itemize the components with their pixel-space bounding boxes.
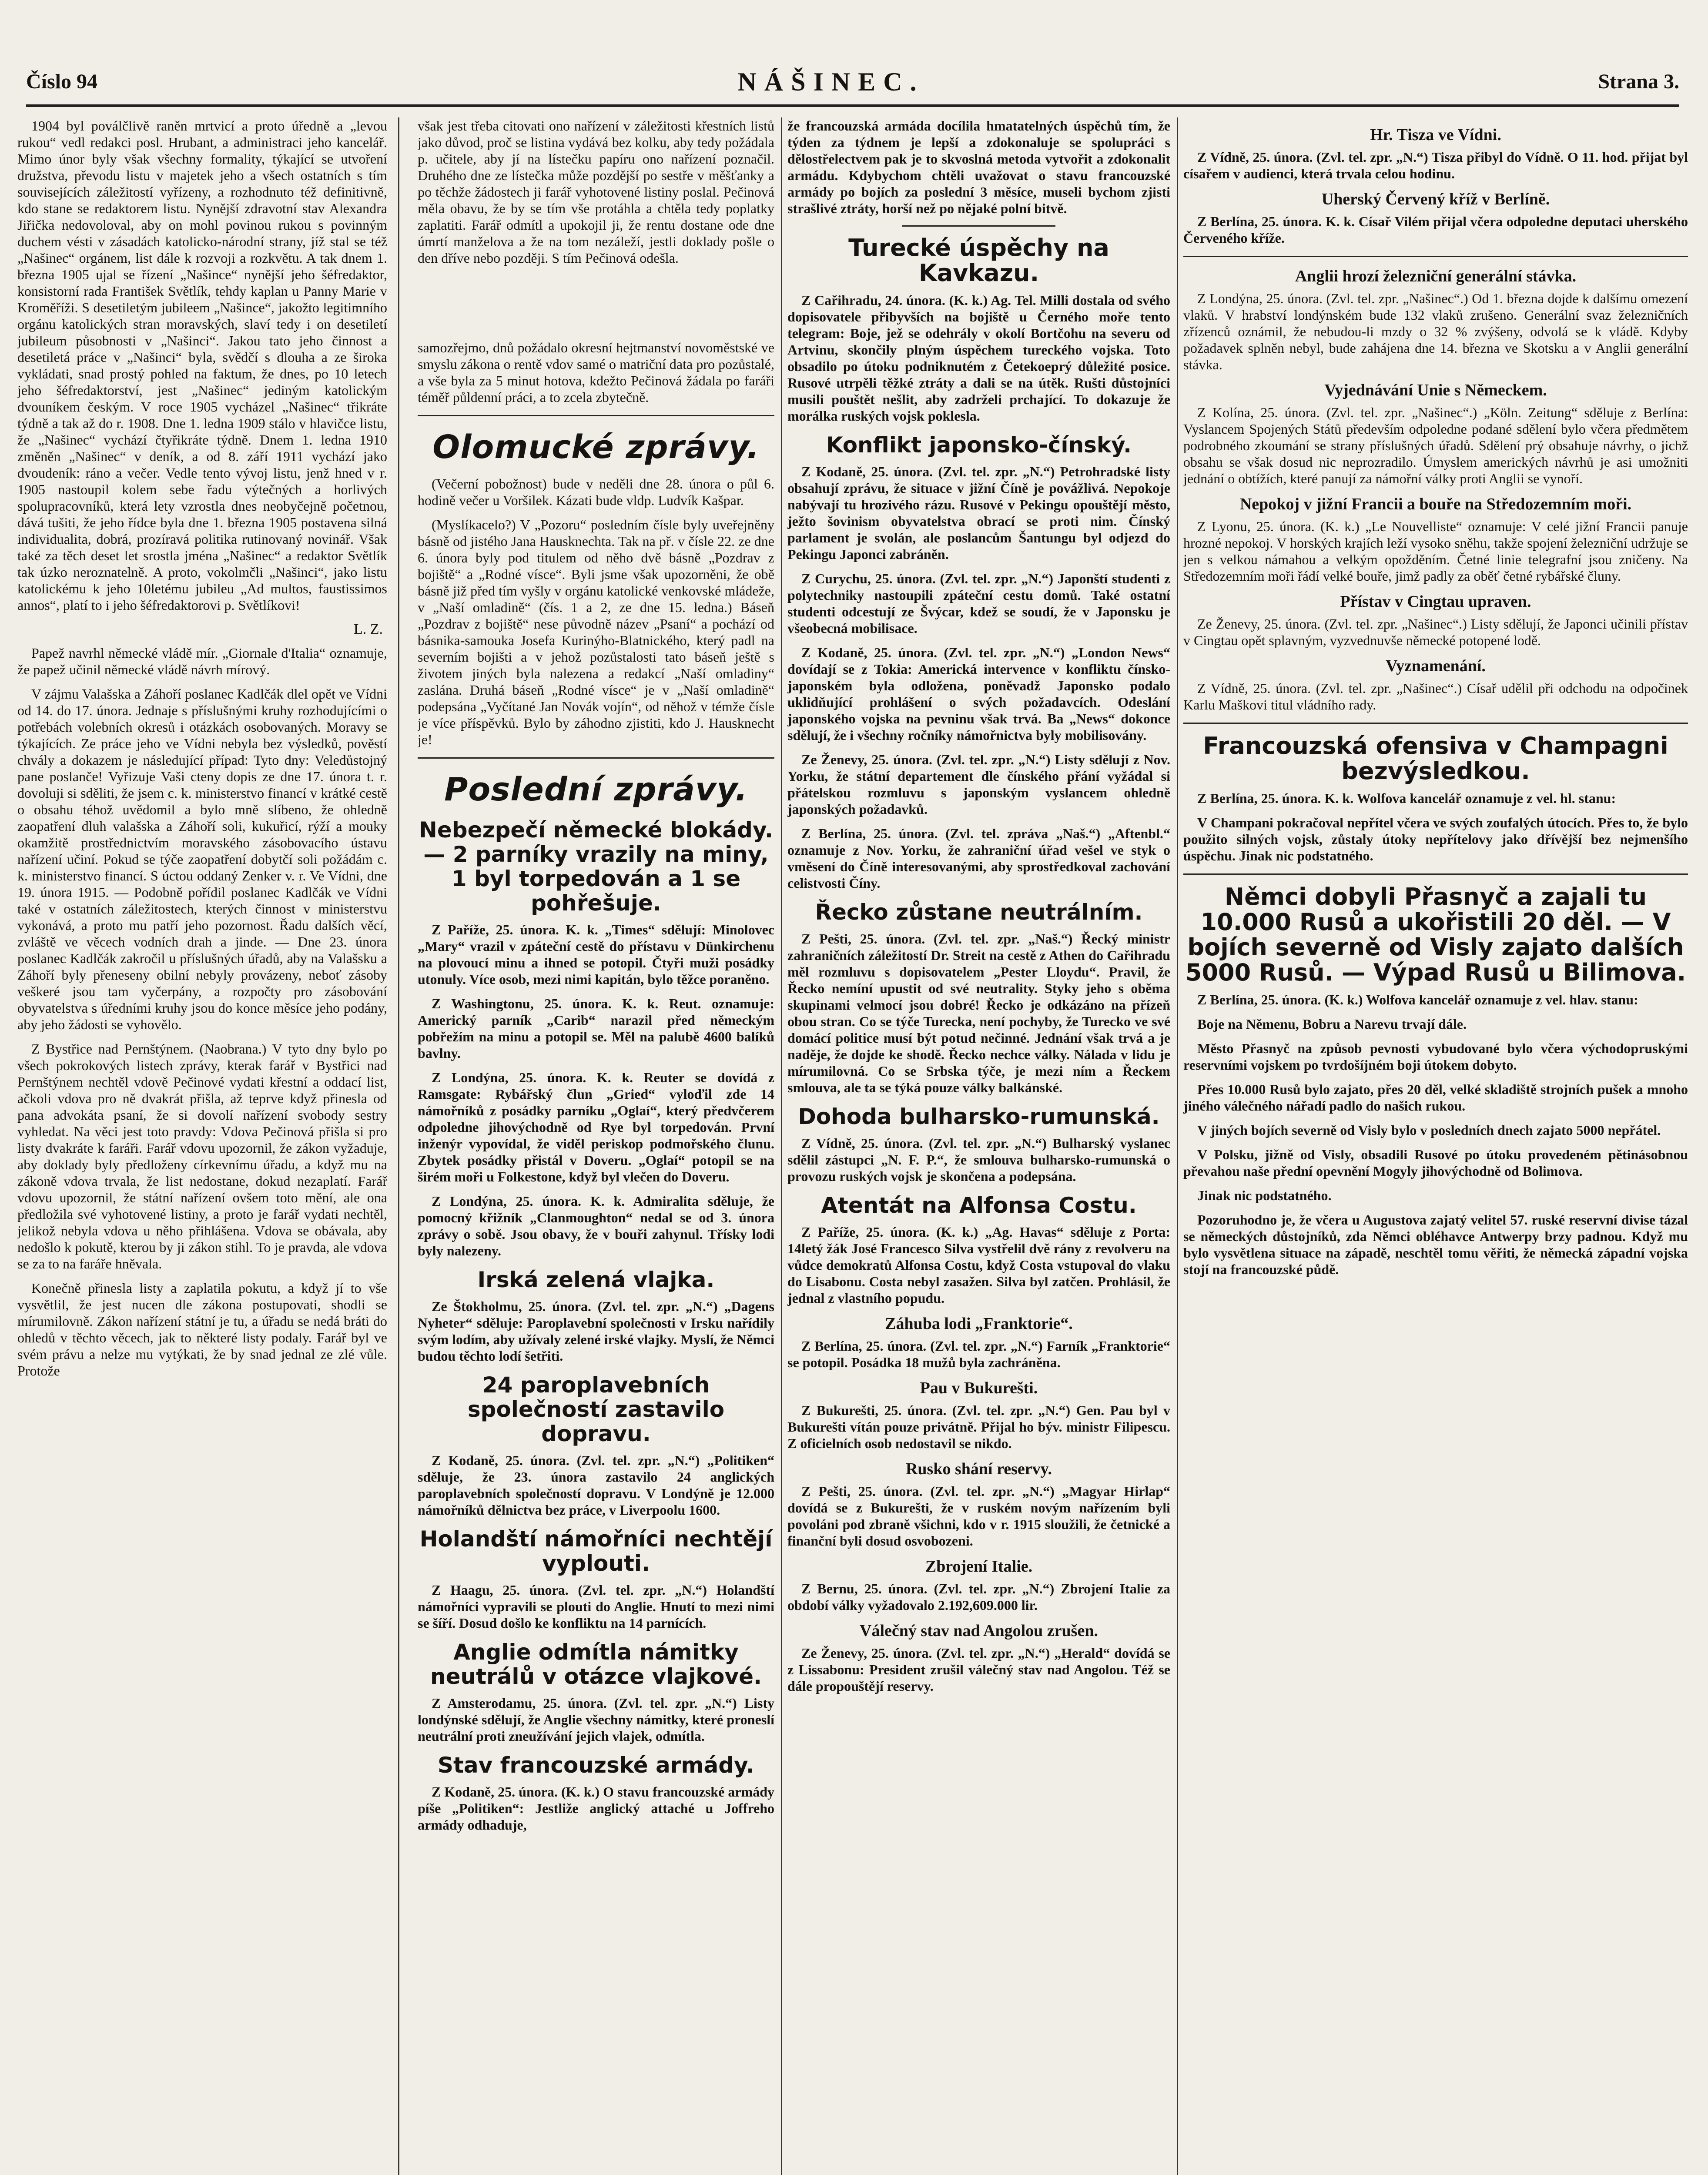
headline-tisza: Hr. Tisza ve Vídni. bbox=[1370, 126, 1501, 144]
article-przasnysz-4: V jiných bojích severně od Visly bylo v posledních dnech zajato 5000 nepřátel. bbox=[1197, 1122, 1661, 1138]
article-champagne: V Champani pokračoval nepřítel včera ve svých zoufalých útocích. Přes to, že bylo použito silných vojsk, zůstaly útoky nepřítelovy jako dřívější bez nejmenšího úspěchu. Jinak nic podstatného. bbox=[1183, 815, 1688, 863]
article-vienna-bulgaria: Z Vídně, 25. února. (Zvl. tel. zpr. „N.“) Bulharský vyslanec sdělil zástupci „N. F. P.“, že smlouva bulharsko-rumunská o provozu ruských vojsk je skončena a podepsána. bbox=[787, 1135, 1170, 1184]
article-copenhagen-china: Z Kodaně, 25. února. (Zvl. tel. zpr. „N.“) Petrohradské listy obsahují zprávu, že situace v jižní Číně je povážlivá. Nepokoje nabývají tu hrozivého rázu. Rusové v Pekingu opouštějí město, ježto šovinism obyvatelstva obrací se proti nim. Čínský parlament je svolán, ale poslancům Šantungu byl odjezd do Pekingu Japonci zabráněn. bbox=[787, 464, 1170, 562]
article-przasnysz-3: Přes 10.000 Rusů bylo zajato, přes 20 děl, velké skladiště strojních pušek a mnoho jiného válečného nářadí padlo do našich rukou. bbox=[1183, 1081, 1688, 1114]
article-paris-mine: Z Paříže, 25. února. K. k. „Times“ sdělují: Minolovec „Mary“ vrazil v zpáteční cestě do přístavu v Dünkirchenu na plovoucí minu a ihned se potopil. Čtyři muži posádky utonuly. Více osob, mezi nimi kapitán, bylo těžce poraněno. bbox=[418, 922, 774, 987]
article-pope: Papež navrhl německé vládě mír. „Giornale d'Italia“ oznamuje, že papež učinil německé vládě návrh mírový. bbox=[17, 645, 387, 677]
article-cologne: Z Kolína, 25. února. (Zvl. tel. zpr. „Našinec“.) „Köln. Zeitung“ sděluje z Berlína: Vyslancem Spojených Států především odpoledne podané sdělení bylo včera předmětem podrobného zkoumání se strany příslušných úřadů. Sdělení prý obsahuje návrhy, o jichž obsahu se však dosud nic neprozradilo. Úmyslem amerických návrhů je asi umožniti jednání o obtížích, které panují za námořní války proti Anglii se vynoří. bbox=[1183, 405, 1688, 486]
headline-irish-flag: Irská zelená vlajka. bbox=[477, 1267, 715, 1292]
divider bbox=[418, 757, 774, 759]
headline-bulgaria-romania: Dohoda bulharsko-rumunská. bbox=[798, 1104, 1160, 1129]
article-przasnysz-2: Město Přasnyč na způsob pevnosti vybudované bylo včera východopruskými reservními vojskem po tvrdošíjném boji útokem dobyto. bbox=[1183, 1041, 1688, 1073]
headline-italy-arms: Zbrojení Italie. bbox=[925, 1557, 1033, 1576]
article-copenhagen-politiken: Z Kodaně, 25. února. (Zvl. tel. zpr. „N.“) „Politiken“ sděluje, že 23. února zastavilo 24 anglických paroplavebních společností dopravu. V Londýně je 12.000 námořníků dělnictva bez práce, v Liverpoolu 1600. bbox=[418, 1452, 774, 1518]
headline-greece: Řecko zůstane neutrálním. bbox=[815, 900, 1143, 925]
headline-franktorie: Záhuba lodi „Franktorie“. bbox=[885, 1315, 1073, 1333]
column-rule bbox=[398, 117, 399, 2175]
headline-tsingtao: Přístav v Cingtau upraven. bbox=[1340, 592, 1531, 611]
article-berlin-franktorie: Z Berlína, 25. února. (Zvl. tel. zpr. „N.“) Farník „Franktorie“ se potopil. Posádka 18 mužů byla zachráněna. bbox=[787, 1338, 1170, 1370]
article-valassko: V zájmu Valašska a Záhoří poslanec Kadlčák dlel opět ve Vídni od 14. do 17. února. Jednaje s příslušnými kruhy rozhodujícími o potřebách volebních okresů i otázkách osobovaných. Moravy se týkajících. Ze práce jeho ve Vídni nebyla bez výsledků, pověstí chvály a dokazem je následující případ: Tyto dny: Veledůstojný pane poslanče! Vyřizuje Vaši cteny dopis ze dne 17. února t. r. dovoluji si sděliti, že jsem c. k. ministerstvo financí v krátké cestě o obsahu téhož uvědomil a bylo mně slíbeno, že ohledně zaopatření dluh valašska a Záhoří soli, kukuřicí, rýží a mouky okamžitě prostřednictvím moravského zásobovacího ústavu nařízení učiní. Pokud se týče zaopatření dobytčí soli požádám c. k. ministerstvo financí. S úctou oddaný Zenker v. r. Ve Vídni, dne 19. února 1915. — Podobně pořídil poslanec Kadlčák ve Vídni také v ostatních záležitostech, kterých činnost v ministerstvu vykonává, a proto mu patří jeho pozornost. Řadu dalších věcí, zvláště ve věcech vodních drah a jinde. — Dne 23. února poslanec Kadlčák zakročil u příslušných úřadů, aby na Valašsku a Záhoří byly přeneseny obilní nebyly provázeny, neboť zásoby veškeré jsou tam vyčerpány, a rozpočty pro zásobování obyvatelstva s úředními kruhy jsou do konce měsíce jeho podány, aby jeho žádosti se vyhovělo. bbox=[17, 686, 387, 1032]
article-bystrice-cont: Konečně přinesla listy a zaplatila pokutu, a když jí to vše vysvětlil, že jest nucen dle zákona postupovati, shodli se mírumilovně. Zákon nařízení státní je tu, a úřadu se nedá bráti do ohledů v těchto věcech, jak to některé listy podaly. Farář byl ve svém právu a nelze mu vytýkati, že by snad jednal ze zlé vůle. Protože bbox=[17, 1280, 387, 1379]
article-bern-italy: Z Bernu, 25. února. (Zvl. tel. zpr. „N.“) Zbrojení Italie za období války vyžadovalo 2.192,609.000 lir. bbox=[787, 1581, 1170, 1613]
article-french-army: Z Kodaně, 25. února. (K. k.) O stavu francouzské armády píše „Politiken“: Jestliže anglický attaché u Joffreho armády odhaduje, bbox=[418, 1784, 774, 1833]
article-vienna-tisza: Z Vídně, 25. února. (Zvl. tel. zpr. „N.“) Tisza přibyl do Vídně. O 11. hod. přijat byl císařem v audienci, která trvala celou hodinu. bbox=[1183, 149, 1688, 181]
article-przasnysz-1: Boje na Němenu, Bobru a Narevu trvají dále. bbox=[1197, 1016, 1467, 1032]
headline-french-army: Stav francouzské armády. bbox=[437, 1753, 755, 1778]
article-bystrice: Z Bystřice nad Pernštýnem. (Naobrana.) V tyto dny bylo po všech pokrokových listech zprávy, kterak farář v Bystřici nad Pernštýnem nechtěl vdově Pečinové vydati křestní a oddací list, ačkoli vdova pro ně dvakrát přišla, až teprve když přinesla od pana advokáta psaní, že si dovolí nařízení svobody sestry vyhledat. Na věci jest toto pravdy: Vdova Pečinová přišla si pro listy dvakráte k faráři. Farář vdovu upozornil, že zákon vyžaduje, aby doklady byly předloženy církevnímu úřadu, a když mu na zákoně vdova trvala, že list nedostane, dokud nezaplatí. Farář vdovu upozornil, že státní nařízení ovšem toto mění, ale ona předložila své vyhotovené listiny, a proto je farář vydati nechtěl, jelikož nebyla vdova u něho přihlášena. Vdova se obávala, aby nedošlo k pokutě, kterou by ji zákon stihl. To je pravda, ale vdova se za to na faráře hněvala. bbox=[17, 1041, 387, 1272]
column-3 bbox=[787, 117, 1170, 2175]
article-london-admiralty: Z Londýna, 25. února. K. k. Admiralita sděluje, že pomocný křižník „Clanmoughton“ nedal se od 3. února zprávy o sobě. Jsou obavy, že v bouři zahynul. Třísky lodi byly nalezeny. bbox=[418, 1193, 774, 1258]
headline-japan-china: Konflikt japonsko-čínský. bbox=[826, 432, 1132, 458]
article-geneva-ny: Ze Ženevy, 25. února. (Zvl. tel. zpr. „N.“) Listy sdělují z Nov. Yorku, že státní departement dle čínského přání vyžádal si přátelskou rozmluvu s japonským vyslancem ohledně japonských požadavků. bbox=[787, 752, 1170, 817]
divider bbox=[902, 225, 1055, 227]
newspaper-title: NÁŠINEC. bbox=[737, 67, 924, 96]
headline-rail-strike: Anglii hrozí železniční generální stávka. bbox=[1295, 267, 1577, 285]
article-berlin-aftenbl: Z Berlína, 25. února. (Zvl. tel. zpráva „Naš.“) „Aftenbl.“ oznamuje z Nov. Yorku, že zahraniční úřad vešel ve styk o vměsení do Číně interesovanými, aby sprostředkoval zachování celistvosti Číny. bbox=[787, 826, 1170, 891]
article-amsterdam: Z Amsterodamu, 25. února. (Zvl. tel. zpr. „N.“) Listy londýnské sdělují, že Anglie všechny námitky, které proneslí neutrální proti zneužívání jejich vlajek, odmítla. bbox=[418, 1695, 774, 1744]
article-bystrice-end: však jest třeba citovati ono nařízení v záležitosti křestních listů jako důvod, proč se listina vydává bez kolku, aby tedy požádala p. učitele, aby jí na lístečku papíru ono nařízení poznačil. Druhého dne ze lístečka může pozdější po sestře v měšťanky a po těchže žádostech ji farář vyhotovené listiny poslal. Pečinová měla obavu, že by se tím vše protáhla a chtěla tedy poplatky zaplatiti. Farář odmítl a upokojil ji, že rentu dostane ode dne úmrtí manželova a že na tom nezáleží, jestli doklady pošle o den dříve nebo později. S tím Pečinová odešla. bbox=[418, 118, 774, 266]
article-vecerni-pobožnost: (Večerní pobožnost) bude v neděli dne 28. února o půl 6. hodině večer u Voršilek. Kázati bude vldp. Ludvík Kašpar. bbox=[418, 476, 774, 508]
headline-blockade: Nebezpečí německé blokády. — 2 parníky vrazily na miny, 1 byl torpedován a 1 se pohřešuje. bbox=[419, 817, 773, 916]
headline-24-companies: 24 paroplavebních společností zastavilo dopravu. bbox=[467, 1372, 725, 1446]
headline-angola: Válečný stav nad Angolou zrušen. bbox=[860, 1622, 1098, 1640]
headline-union-germany: Vyjednávání Unie s Německem. bbox=[1324, 381, 1547, 399]
article-washington: Z Washingtonu, 25. února. K. k. Reut. oznamuje: Americký parník „Carib“ narazil před německým pobřežím na minu a potopil se. Měl na palubě 4600 balíků bavlny. bbox=[418, 996, 774, 1061]
article-zurich: Z Curychu, 25. února. (Zvl. tel. zpr. „N.“) Japonští studenti z polytechniky nastoupili zpáteční cestu domů. Také ostatní studenti odcestují ze Švýcar, kdež se soudí, že v Japonsku je všeobecná mobilisace. bbox=[787, 571, 1170, 636]
article-french-army-cont: že francouzská armáda docílila hmatatelných úspěchů tím, že týden za týdnem je lepší a zdokonaluje se spolupráci s dělostřelectvem pak je to skvoslná metoda vytvořit a zdokonalit armádu. Kdybychom chtěli uvažovat o stavu francouzské armády po bojích za poslední 3 měsíce, museli bychom zjisti strašlivé ztráty, horší než po nějaké polní bitvě. bbox=[787, 118, 1170, 216]
article-vienna-honours: Z Vídně, 25. února. (Zvl. tel. zpr. „Našinec“.) Císař udělil při odchodu na odpočinek Karlu Maškovi titul vládního rady. bbox=[1183, 680, 1688, 713]
column-4 bbox=[1183, 117, 1688, 2175]
masthead bbox=[26, 67, 1679, 107]
headline-honours: Vyznamenání. bbox=[1386, 657, 1486, 675]
divider bbox=[1183, 873, 1688, 875]
article-signature: L. Z. bbox=[353, 621, 383, 637]
headline-champagne: Francouzská ofensiva v Champagni bezvýsledkou. bbox=[1203, 732, 1668, 785]
divider bbox=[418, 415, 774, 416]
page-number: Strana 3. bbox=[1598, 70, 1679, 93]
article-geneva-tsingtao: Ze Ženevy, 25. února. (Zvl. tel. zpr. „Našinec“.) Listy sdělují, že Japonci učinili přístav v Cingtau opět splavným, vyzvednuvše německé potopené lodě. bbox=[1183, 616, 1688, 648]
headline-dutch-sailors: Holandští námořníci nechtějí vyplouti. bbox=[419, 1526, 773, 1576]
article-berlin-red-cross: Z Berlína, 25. února. K. k. Císař Vilém přijal včera odpoledne deputaci uherského Červeného kříže. bbox=[1183, 214, 1688, 246]
issue-number: Číslo 94 bbox=[26, 70, 98, 93]
article-przasnysz-6: Jinak nic podstatného. bbox=[1197, 1188, 1332, 1203]
article-stockholm: Ze Štokholmu, 25. února. (Zvl. tel. zpr. „N.“) „Dagens Nyheter“ sděluje: Paroplavební společnosti v Irsku nařídily svým lodím, aby užívaly zelené irské vlajky. Myslí, že Němci budou těchto lodí šetřiti. bbox=[418, 1298, 774, 1364]
article-berlin-champagne-lead: Z Berlína, 25. února. K. k. Wolfova kancelář oznamuje z vel. hl. stanu: bbox=[1197, 790, 1616, 806]
section-olomoucke-zpravy: Olomucké zprávy. bbox=[432, 428, 760, 466]
headline-pau: Pau v Bukurešti. bbox=[920, 1379, 1038, 1397]
article-bucharest-pau: Z Bukurešti, 25. února. (Zvl. tel. zpr. „N.“) Gen. Pau byl v Bukurešti vítán pouze privátně. Přijal ho býv. ministr Filipescu. Z oficielních osob nedostavil se nikdo. bbox=[787, 1402, 1170, 1451]
article-london-oglai: Z Londýna, 25. února. K. k. Reuter se dovídá z Ramsgate: Rybářský člun „Gried“ vyloďil zde 14 námořníků z posádky parníku „Oglaí“, který předvčerem odpoledne jihovýchodně od Rye byl torpedován. První inženýr vypovídal, že viděl periskop podmořského člunu. Zbytek posádky přistál v Doveru. „Oglaí“ potopil se na širém moři u Folkestone, když byl vlečen do Doveru. bbox=[418, 1070, 774, 1185]
headline-costa: Atentát na Alfonsa Costu. bbox=[821, 1193, 1137, 1218]
article-constantinople: Z Cařihradu, 24. února. (K. k.) Ag. Tel. Milli dostala od svého dopisovatele přibyvších na bojiště u Černého moře tento telegram: Boje, jež se odehrály v okolí Bortčohu na severu od Artvinu, skončily plným úspěchem tureckého vojska. Toto obsadilo po útoku podniknutém z Četekoeprý důležité posice. Rusové utrpěli těžké ztráty a dali se na útěk. Rušti důstojníci musili pouštět nešlit, aby zadrželi prchající. To dokazuje že morálka ruských vojsk poklesla. bbox=[787, 292, 1170, 424]
article-berlin-przasnysz-lead: Z Berlína, 25. února. (K. k.) Wolfova kancelář oznamuje z vel. hlav. stanu: bbox=[1197, 992, 1638, 1007]
headline-russia-reserves: Rusko shání reservy. bbox=[905, 1460, 1052, 1478]
column-1 bbox=[17, 117, 387, 2175]
article-przasnysz-5: V Polsku, jižně od Visly, obsadili Rusové po útoku provedeném pětinásobnou převahou naše přední opevnění Mogyly jihovýchodně od Bolimova. bbox=[1183, 1147, 1688, 1179]
column-rule bbox=[781, 117, 782, 2175]
article-london-strike: Z Londýna, 25. února. (Zvl. tel. zpr. „Našinec“.) Od 1. března dojde k dalšímu omezení vlaků. V hrabství londýnském bude 132 vlaků zrušeno. Generální svaz železničních zřízenců oznámil, že nebudou-li mzdy o 32 % zvýšeny, odvolá se k vládě. Kdyby požadavek splněn nebyl, bude zahájena dne 14. března ve Skotsku a v Anglii generální stávka. bbox=[1183, 291, 1688, 372]
headline-przasnysz: Němci dobyli Přasnyč a zajali tu 10.000 Rusů a ukořistili 20 děl. — V bojích severně od Visly zajato dalších 5000 Rusů. — Výpad Rusů u Bilimova. bbox=[1185, 883, 1686, 986]
headline-red-cross: Uherský Červený kříž v Berlíně. bbox=[1321, 190, 1550, 208]
article-copenhagen-tokio: Z Kodaně, 25. února. (Zvl. tel. zpr. „N.“) „London News“ dovídají se z Tokia: Americká intervence v konfliktu čínsko-japonském byla odložena, poněvadž Japonsko podalo uklidňující prohlášení o svých požadavcích. Odeslání japonského vojska na pevninu však trvá. Ba „News“ dokonce sdělují, že i všechny ročníky námořnictva byly mobilisovány. bbox=[787, 645, 1170, 743]
blank-space bbox=[418, 274, 774, 339]
divider bbox=[1183, 723, 1688, 724]
column-2 bbox=[418, 117, 774, 2175]
article-przasnysz-7: Pozoruhodno je, že včera u Augustova zajatý velitel 57. ruské reservní divise tázal se německých důstojníků, zda Němci obléhavce Antwerpy brzy padnou. Když mu bylo vysvětlena situace na západě, neschtěl tomu věřiti, že německá západní vojska stojí na francouzské půdě. bbox=[1183, 1212, 1688, 1277]
article-hausknecht: (Myslíkacelo?) V „Pozoru“ posledním čísle byly uveřejněny básně od jistého Jana Hausknechta. Tak na př. v čísle 22. ze dne 6. února byly pod titulem od něho dvě básně „Pozdrav z bojiště“ a „Rodné vísce“. Byli jsme však upozorněni, že obě básně již před tím vyšly v orgánu katolické venkovské mládeže, v „Naší omladině“ (čís. 1 a 2, ze dne 15. ledna.) Báseň „Pozdrav z bojiště“ nese původně název „Psaní“ a pochází od básnika-samouka Josefa Kurinýho-Blatnického, který padl na severním bojišti a v jehož pozůstalosti tato báseň ještě s životem jiných byla nalezena a redakcí „Naší omladiny“ zaslána. Druhá báseň „Rodné vísce“ je v „Naší omladině“ podepsána „Vyčítané Jan Novák vojín“, od něhož v témže čísle je více příspěvků. Bylo by záhodno zjistiti, kdo J. Hausknecht je! bbox=[418, 517, 774, 747]
article-hague: Z Haagu, 25. února. (Zvl. tel. zpr. „N.“) Holandští námořníci vypravili se plouti do Anglie. Hnutí to mezi nimi se šíří. Dosud došlo ke konfliktu na 14 parnících. bbox=[418, 1582, 774, 1631]
headline-turkish-success: Turecké úspěchy na Kavkazu. bbox=[848, 234, 1109, 287]
headline-flags: Anglie odmítla námitky neutrálů v otázce vlajkové. bbox=[430, 1640, 762, 1689]
article-pest-greece: Z Pešti, 25. února. (Zvl. tel. zpr. „Naš.“) Řecký ministr zahraničních záležitostí Dr. Streit na cestě z Athen do Cařihradu měl rozmluvu s dopisovatelem „Pester Lloydu“. Pravil, že Řecko nemíní upustit od své neutrality. Styky jeho s oběma skupinami velmocí jsou dobré! Řecko je odkázáno na přízeň obou stran. Co se týče Turecka, není pochyby, že Turecko ve své domácí politice musí být potud nečinné. Jednání však trvá a je naděje, že dojde ke shodě. Řecko nechce války. Nálada v lidu je mírumilovná. Co se Srbska týče, je mezi ním a Řeckem smlouva, ale ta se týká pouze války balkánské. bbox=[787, 931, 1170, 1095]
article-geneva-angola: Ze Ženevy, 25. února. (Zvl. tel. zpr. „N.“) „Herald“ dovídá se z Lissabonu: President zrušil válečný stav nad Angolou. Též se dále propouštějí reservy. bbox=[787, 1645, 1170, 1694]
article-lyon: Z Lyonu, 25. února. (K. k.) „Le Nouvelliste“ oznamuje: V celé jižní Francii panuje hrozné nepokoj. V horských krajích leží vysoko sněhu, takže spojení železniční udržuje se jen s velkou námahou a velkým opožděním. Četné linie telegrafní jsou zničeny. Na Středozemním moři řádí velké bouře, jimž padly za oběť četné rybářské čluny. bbox=[1183, 519, 1688, 584]
section-posledni-zpravy: Poslední zprávy. bbox=[444, 771, 748, 808]
headline-south-france: Nepokoj v jižní Francii a bouře na Středozemním moři. bbox=[1239, 495, 1632, 513]
article-pest-reserves: Z Pešti, 25. února. (Zvl. tel. zpr. „N.“) „Magyar Hirlap“ dovídá se z Bukurešti, že v ruském novým nařízením byli povoláni pod zbraně všichni, kdo v r. 1915 sloužili, že četnické a finanční byli dosud osvobozeni. bbox=[787, 1483, 1170, 1549]
article-jubilee: 1904 byl poválčlivě raněn mrtvicí a proto úředně a „levou rukou“ vedl redakci posl. Hrubant, a administraci jeho kancelář. Mimo únor byly však všechny formality, týkající se utvoření družstva, převodu listu v majetek jeho a všech ostatních s tím souvisejících záležitostí vyřízeny, a rozhodnuto též definitivně, kdo stane se redaktorem listu. Nynější zdravotní stav Alexandra Jiřička nedovoloval, aby on mohl povinou rukou s povinným duchem vésti v zásadách katolicko-národní strany, jíž stal se též „Našinec“ orgánem, list dále k rozvoji a rozkvětu. A tak dnem 1. března 1905 ujal se řízení „Našince“ nynější jeho šéfredaktor, konsistorní rada František Světlík, tehdy kaplan u Panny Marie v Kroměříži. S desetiletým jubileem „Našince“, jakožto legitimního orgánu katolických stran moravských, slaví tedy i on desetiletí jubileum působnosti v „Našinci“. Jakou tato jeho činnost a desetiletá práce v „Našinci“ byla, svědčí s dlouha a ze široka vykládati, snad prostý pohled na faktum, že dnes, po 10 letech jeho šéfredaktorství, jest „Našinec“ jediným katolickým dvouníkem českým. V roce 1905 vycházel „Našinec“ třikráte týdně a tak až do r. 1908. Dne 1. ledna 1909 stálo v hlavičce listu, že „Našinec“ vychází čtyřikráte týdně. Dnem 1. ledna 1910 změněn „Našinec“ v deník, a od 8. září 1911 vychází jako dvoudeník: ráno a večer. Vedle tento vývoj listu, jenž hned v r. 1905 nastoupil kolem sebe řadu výtečných a horlivých spolupracovníků, která lety vzrostla dnes neobyčejně početnou, dává tušiti, že jeho řídce byla dne 1. března 1905 postavena silná individualita, dobrá, prozíravá politika rutinovaný novinář. Však také za těch deset let srostla jména „Našinec“ a redaktor Světlík tak úzko neroznatelně. A proto, vokolmčli „Našinci“, jako listu katolickému k jeho 10letému jubileu „Ad multos, faustissimos annos“, platí to i jeho šéfredaktorovi p. Světlíkovi! bbox=[17, 118, 387, 613]
divider bbox=[1183, 256, 1688, 257]
article-paris-costa: Z Paříže, 25. února. (K. k.) „Ag. Havas“ sděluje z Porta: 14letý žák José Francesco Silva vystřelil dvě rány z revolveru na vůdce demokratů Alfonsa Costu, když Costa vstupoval do vlaku do Lisabonu. Costa nebyl zasažen. Silva byl zatčen. Prohlásil, že jednal z vlastního popudu. bbox=[787, 1224, 1170, 1306]
article-bystrice-final: samozřejmo, dnů požádalo okresní hejtmanství novoměstské ve smyslu zákona o rentě vdov samé o matriční data pro pozůstalé, a vše byla za 5 minut hotova, kdežto Pečinová žádala po faráři téměř půldenní práci, a to zcela zbytečně. bbox=[418, 340, 774, 405]
column-rule bbox=[1177, 117, 1178, 2175]
